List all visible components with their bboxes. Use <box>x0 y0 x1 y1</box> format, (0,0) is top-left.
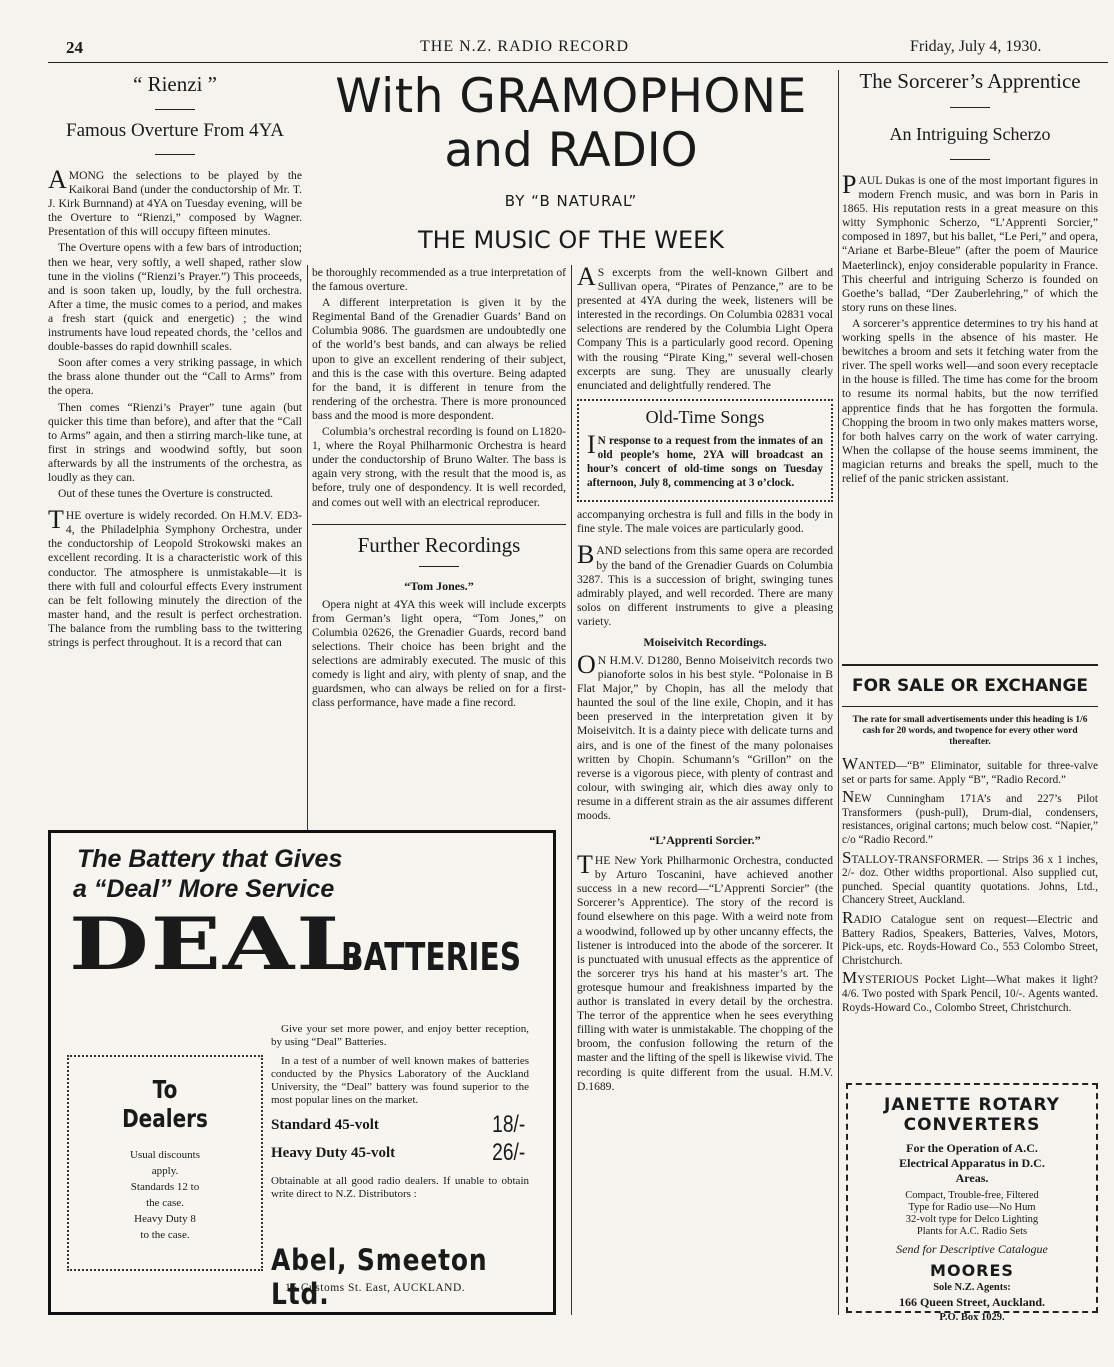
janette-title-1: JANETTE ROTARY <box>884 1095 1060 1115</box>
classified-ad-5: MYSTERIOUS Pocket Light—What makes it light? 4/6. Two posted with Spark Pencil, 10/-. Agents wanted. Royds-Howard Co., Colombo Street, Christchurch. <box>842 968 1098 1014</box>
heavy-duty-label: Heavy Duty 45-volt <box>271 1144 396 1161</box>
rienzi-paragraph-1: AMONG the selections to be played by the Kaikorai Band (under the conductorship of Mr. T. J. Kirk Burnnand) at 4YA on Tuesday evening, will be the Overture to “Rienzi,” composed by Wagner. Presentation of this will occupy fifteen minutes. <box>48 165 302 239</box>
deal-obtain-text: Obtainable at all good radio dealers. If unable to obtain write direct to N.Z. Distributors : <box>271 1175 529 1200</box>
abel-smeeton-address: 15 Customs St. East, AUCKLAND. <box>285 1282 466 1294</box>
janette-agents: Sole N.Z. Agents: <box>933 1282 1011 1293</box>
moores-logo: MOORES <box>930 1261 1014 1280</box>
abel-smeeton-logo: Abel, Smeeton Ltd. <box>271 1243 488 1311</box>
sorcerer-title-rule <box>950 107 990 108</box>
byline: BY “B NATURAL” <box>504 192 638 210</box>
janette-line-5: Type for Radio use—No Hum <box>908 1202 1036 1213</box>
janette-address: 166 Queen Street, Auckland. <box>898 1295 1046 1309</box>
publication-title: THE N.Z. RADIO RECORD <box>420 38 629 55</box>
column-3 <box>577 262 833 1096</box>
col3-paragraph-1: A S excerpts from the well-known Gilbert and Sullivan opera, “Pirates of Penzance,” are to be presented at 4YA during the week, listeners will be interested in the recordings. On Columbia 02831 vocal selections are rendered by the Columbia Light Opera Company This is a particularly good record. Opening with the rousing “Pirate King,” several well-chosen excerpts are sung. They are unusually clearly enunciated and delightfully rendered. The <box>577 262 833 392</box>
deal-right-column <box>271 1023 529 1203</box>
further-title-rule <box>419 566 459 567</box>
col3-paragraph-3: BAND selections from this same opera are recorded by the band of the Grenadier Guards on Columbia 3287. This is a succession of bright, swinging tunes admirably played, and well recorded. There are many solos on different instruments to give a pleasing variety. <box>577 540 833 628</box>
classified-ad-3: STALLOY-TRANSFORMER. — Strips 36 x 1 inches, 2/- doz. Other widths proportional. Also supplied cut, punched. Special quantity quotations. Johns, Ltd., Chancery Street, Auckland. <box>842 847 1098 907</box>
deal-test-text: In a test of a number of well known makes of batteries conducted by the Physics Laboratory of the Auckland University, the “Deal” battery was found superior to the most popular lines on the market. <box>271 1055 529 1106</box>
dealers-text-6: to the case. <box>140 1229 190 1241</box>
col3-paragraph-2: accompanying orchestra is full and fills in the body in fine style. The male voices are particularly good. <box>577 508 833 536</box>
sorcerer-subtitle: An Intriguing Scherzo <box>889 124 1051 144</box>
old-time-songs-box <box>577 399 833 502</box>
dealers-box <box>67 1055 263 1271</box>
rienzi-title-rule <box>155 109 195 110</box>
old-time-songs-text: I N response to a request from the inmates of an old people’s home, 2YA will broadcast an hour’s concert of old-time songs on Tuesday afternoon, July 8, commencing at 3 o’clock. <box>587 429 823 490</box>
dealers-text-1: Usual discounts <box>130 1149 200 1161</box>
deal-tagline-2: a “Deal” More Service <box>73 875 335 903</box>
rienzi-paragraph-4: Then comes “Rienzi’s Prayer” tune again (but quicker this time than before), and after that the “Call to Arms” again, and then a stirring march-like tune, at first in strings and woodwind softly, but soon afterwards by all the instruments of the orchestra, as loudly as they can. <box>48 400 302 484</box>
sorcerer-subtitle-rule <box>950 159 990 160</box>
column-divider-2 <box>571 265 572 1315</box>
column-divider-3 <box>838 70 839 1315</box>
janette-line-7: Plants for A.C. Radio Sets <box>916 1226 1028 1237</box>
old-time-songs-title: Old-Time Songs <box>645 406 765 427</box>
rienzi-article <box>48 70 302 652</box>
dealers-text-3: Standards 12 to <box>130 1181 200 1193</box>
moiseivitch-title: Moiseivitch Recordings. <box>643 634 767 649</box>
rienzi-subtitle: Famous Overture From 4YA <box>66 120 284 141</box>
main-heading <box>312 70 830 254</box>
sorcerer-paragraph-1: PAUL Dukas is one of the most important figures in modern French music, and was born in Paris in 1865. His reputation rests in a great measure on this witty Symphonic Scherzo, “L’Apprenti Sorcier,” composed in 1897, but his ballet, “Le Peri,” and opera, “Ariane et Barbe-Bleue” (after the poem of Maurice Maeterlinck), enjoy considerable popularity in France. This cheerful and intriguing Scherzo is founded on Goethe’s ballad, “Der Zauberlehring,” of which the story runs on these lines. <box>842 170 1098 314</box>
section-heading: THE MUSIC OF THE WEEK <box>417 226 725 254</box>
janette-line-2: Electrical Apparatus in D.C. <box>899 1156 1045 1170</box>
deal-batteries-word: BATTERIES <box>341 935 522 979</box>
col2-paragraph-4: Opera night at 4YA this week will include excerpts from German’s light opera, “Tom Jones,” on Columbia 02626, the Grenadier Guards, record band selections. Their choice has been bright and the selections are admirably executed. The music of this comedy is light and airy, with plenty of snap, and the guardsmen, who can always be relied on for a first-class performance, have made a fine record. <box>312 597 566 710</box>
issue-date: Friday, July 4, 1930. <box>910 38 1042 55</box>
deal-batteries-ad <box>48 830 556 1315</box>
rienzi-paragraph-3: Soon after comes a very striking passage, in which the brass alone thunder out the “Call to Arms” from the opera. <box>48 356 302 398</box>
forsale-rate: The rate for small advertisements under this heading is 1/6 cash for 20 words, and twopence for every other word thereafter. <box>852 715 1088 747</box>
janette-ad <box>846 1083 1098 1323</box>
main-heading-line-2: and RADIO <box>444 123 698 178</box>
dealers-text-5: Heavy Duty 8 <box>134 1213 196 1225</box>
janette-po-box: P.O. Box 1029. <box>939 1312 1005 1323</box>
col2-paragraph-3: Columbia’s orchestral recording is found on L1820-1, where the Royal Philharmonic Orchestra is heard under the conductorship of Bruno Walter. The bass is again very strong, with the result that the mood is, as before, truly one of despondency. It is well recorded, and comes out well with an electrical reproducer. <box>312 425 566 509</box>
janette-line-4: Compact, Trouble-free, Filtered <box>905 1190 1039 1201</box>
classified-ad-4: RADIO Catalogue sent on request—Electric and Battery Radios, Speakers, Batteries, Valves, Motors, Pick-ups, etc. Royds-Howard Co., 553 Colombo Street, Christchurch. <box>842 907 1098 967</box>
dealers-title-1: To <box>152 1075 178 1104</box>
forsale-top-rule <box>842 664 1098 666</box>
janette-line-1: For the Operation of A.C. <box>906 1141 1038 1155</box>
classified-ad-2: NEW Cunningham 171A’s and 227’s Pilot Transformers (push-pull), Drum-dial, condensers, resistances, original cartons; much below cost. “Napier,” c/o “Radio Record.” <box>842 787 1098 846</box>
deal-tagline-1: The Battery that Gives <box>77 845 343 873</box>
janette-catalogue: Send for Descriptive Catalogue <box>896 1242 1048 1256</box>
janette-line-6: 32-volt type for Delco Lighting <box>905 1214 1039 1225</box>
sorcerer-title: The Sorcerer’s Apprentice <box>859 69 1081 93</box>
rienzi-paragraph-6: THE overture is widely recorded. On H.M.V. ED3-4, the Philadelphia Symphony Orchestra, under the conductorship of Leopold Strokowski makes an excellent recording. It is a characteristic work of this conductor. The atmosphere is unmistakable—it is there with full and colourful effects Every instrument can be felt following minutely the direction of the master hand, and the result is perfect orchestration. The balance from the rumbling bass to the twittering strings is perfect throughout. It is a record that can <box>48 505 302 649</box>
rienzi-paragraph-5: Out of these tunes the Overture is constructed. <box>58 487 274 501</box>
col2-paragraph-1: be thoroughly recommended as a true interpretation of the famous overture. <box>312 266 566 294</box>
tom-jones-title: “Tom Jones.” <box>404 578 474 593</box>
standard-price: 18/- <box>491 1111 525 1138</box>
header-rule <box>48 62 1108 63</box>
sorcerer-paragraph-2: A sorcerer’s apprentice determines to try his hand at working spells in the absence of his master. He bewitches a broom and sets it fetching water from the river. The spell works well—and soon every receptacle in the house is filled. The time has come for the broom to resume its normal habits, but the now terrified apprentice finds that he has forgotten the formula. Chopping the broom in two only makes matters worse, for both halves carry on the work of water carrying. When the collapse of the house seems imminent, the magician returns and breaks the spell, much to the relief of the panic stricken assistant. <box>842 316 1098 485</box>
rienzi-subtitle-rule <box>155 154 195 155</box>
rienzi-title: “ Rienzi ” <box>133 72 217 96</box>
janette-line-3: Areas. <box>955 1171 989 1185</box>
col2-paragraph-2: A different interpretation is given it by the Regimental Band of the Grenadier Guards’ Band on Columbia 9086. The guardsmen are undoubtedly one of the world’s best bands, and can always be relied upon to give an excellent rendering of their subject, and this is the case with this overture. Being adapted for the band, it is different in tenure from the rendering of the orchestra. There is more pronounced bass and the mood is more despondent. <box>312 296 566 422</box>
dealers-text-4: the case. <box>146 1197 184 1209</box>
sorcerer-article <box>842 70 1098 488</box>
column-divider-1 <box>307 265 308 830</box>
heavy-duty-price: 26/- <box>491 1139 525 1166</box>
further-top-rule <box>312 524 566 525</box>
page-number: 24 <box>66 38 83 57</box>
column-2 <box>312 266 566 712</box>
dealers-title-2: Dealers <box>122 1104 208 1133</box>
main-heading-line-1: With GRAMOPHONE <box>335 69 807 124</box>
janette-title-2: CONVERTERS <box>903 1115 1041 1135</box>
apprenti-sorcier-title: “L’Apprenti Sorcier.” <box>649 833 761 848</box>
rienzi-paragraph-2: The Overture opens with a few bars of introduction; then we hear, very softly, a well shaped, rather slow tune in the violins (“Rienzi’s Prayer.”) This proceeds, and is soon taken up, loudly, by the full orchestra. After a time, the music comes to a period, and makes a fresh start (quick and energetic) ; the wind instruments have loud repeated chords, the ’cellos and double-basses do rapid downhill scales. <box>48 241 302 354</box>
further-recordings-title: Further Recordings <box>357 532 521 557</box>
dealers-text-2: apply. <box>151 1165 179 1177</box>
col3-paragraph-5: THE New York Philharmonic Orchestra, conducted by Arturo Toscanini, have achieved another success in a new record—“L’Apprenti Sorcier” (the Sorcerer’s Apprentice). The story of the record is found elsewhere on this page. With a weird note from a woodwind, followed up by other uncanny effects, the listener is introduced into the abode of the sorcerer. It is punctuated with unusual effects as the apprentice of the sorcerer trys his hand at his master’s art. The grotesque humour and freakishness imparted by the author is translated in every detail by the orchestra. The terror of the apprentice when he sees everything filling with water is unmistakable. The chopping of the broom, the confusion following the return of the master and the lifting of the spell is likewise vivid. The recording is quite different from the usual. H.M.V. D.1689. <box>577 850 833 1093</box>
forsale-section <box>842 676 1098 1019</box>
classified-ad-1: WANTED—“B” Eliminator, suitable for three-valve set or parts for same. Apply “B”, “Radio Record.” <box>842 754 1098 786</box>
forsale-title: FOR SALE OR EXCHANGE <box>851 676 1089 696</box>
deal-brand-logo: DEAL <box>69 901 363 987</box>
deal-intro: Give your set more power, and enjoy better reception, by using “Deal” Batteries. <box>271 1023 529 1048</box>
col3-paragraph-4: O N H.M.V. D1280, Benno Moiseivitch records two pianoforte solos in his best style. “Polonaise in B Flat Major,” by Chopin, has all the melody that haunted the soul of the line exile, Chopin, and it has been preserved in the interpretation given it by Moiseivitch. It is a dainty piece with delicate turns and airs, and is one of the finest of the many polonaises written by Chopin. Schumann’s “Grillon” on the reverse is a vigorous piece, with plenty of contrast and colour, with swinging air, which dies away only to resume in a different strain as the air assumes different moods. <box>577 649 833 822</box>
forsale-title-rule <box>842 706 1098 707</box>
standard-label: Standard 45-volt <box>271 1116 379 1133</box>
